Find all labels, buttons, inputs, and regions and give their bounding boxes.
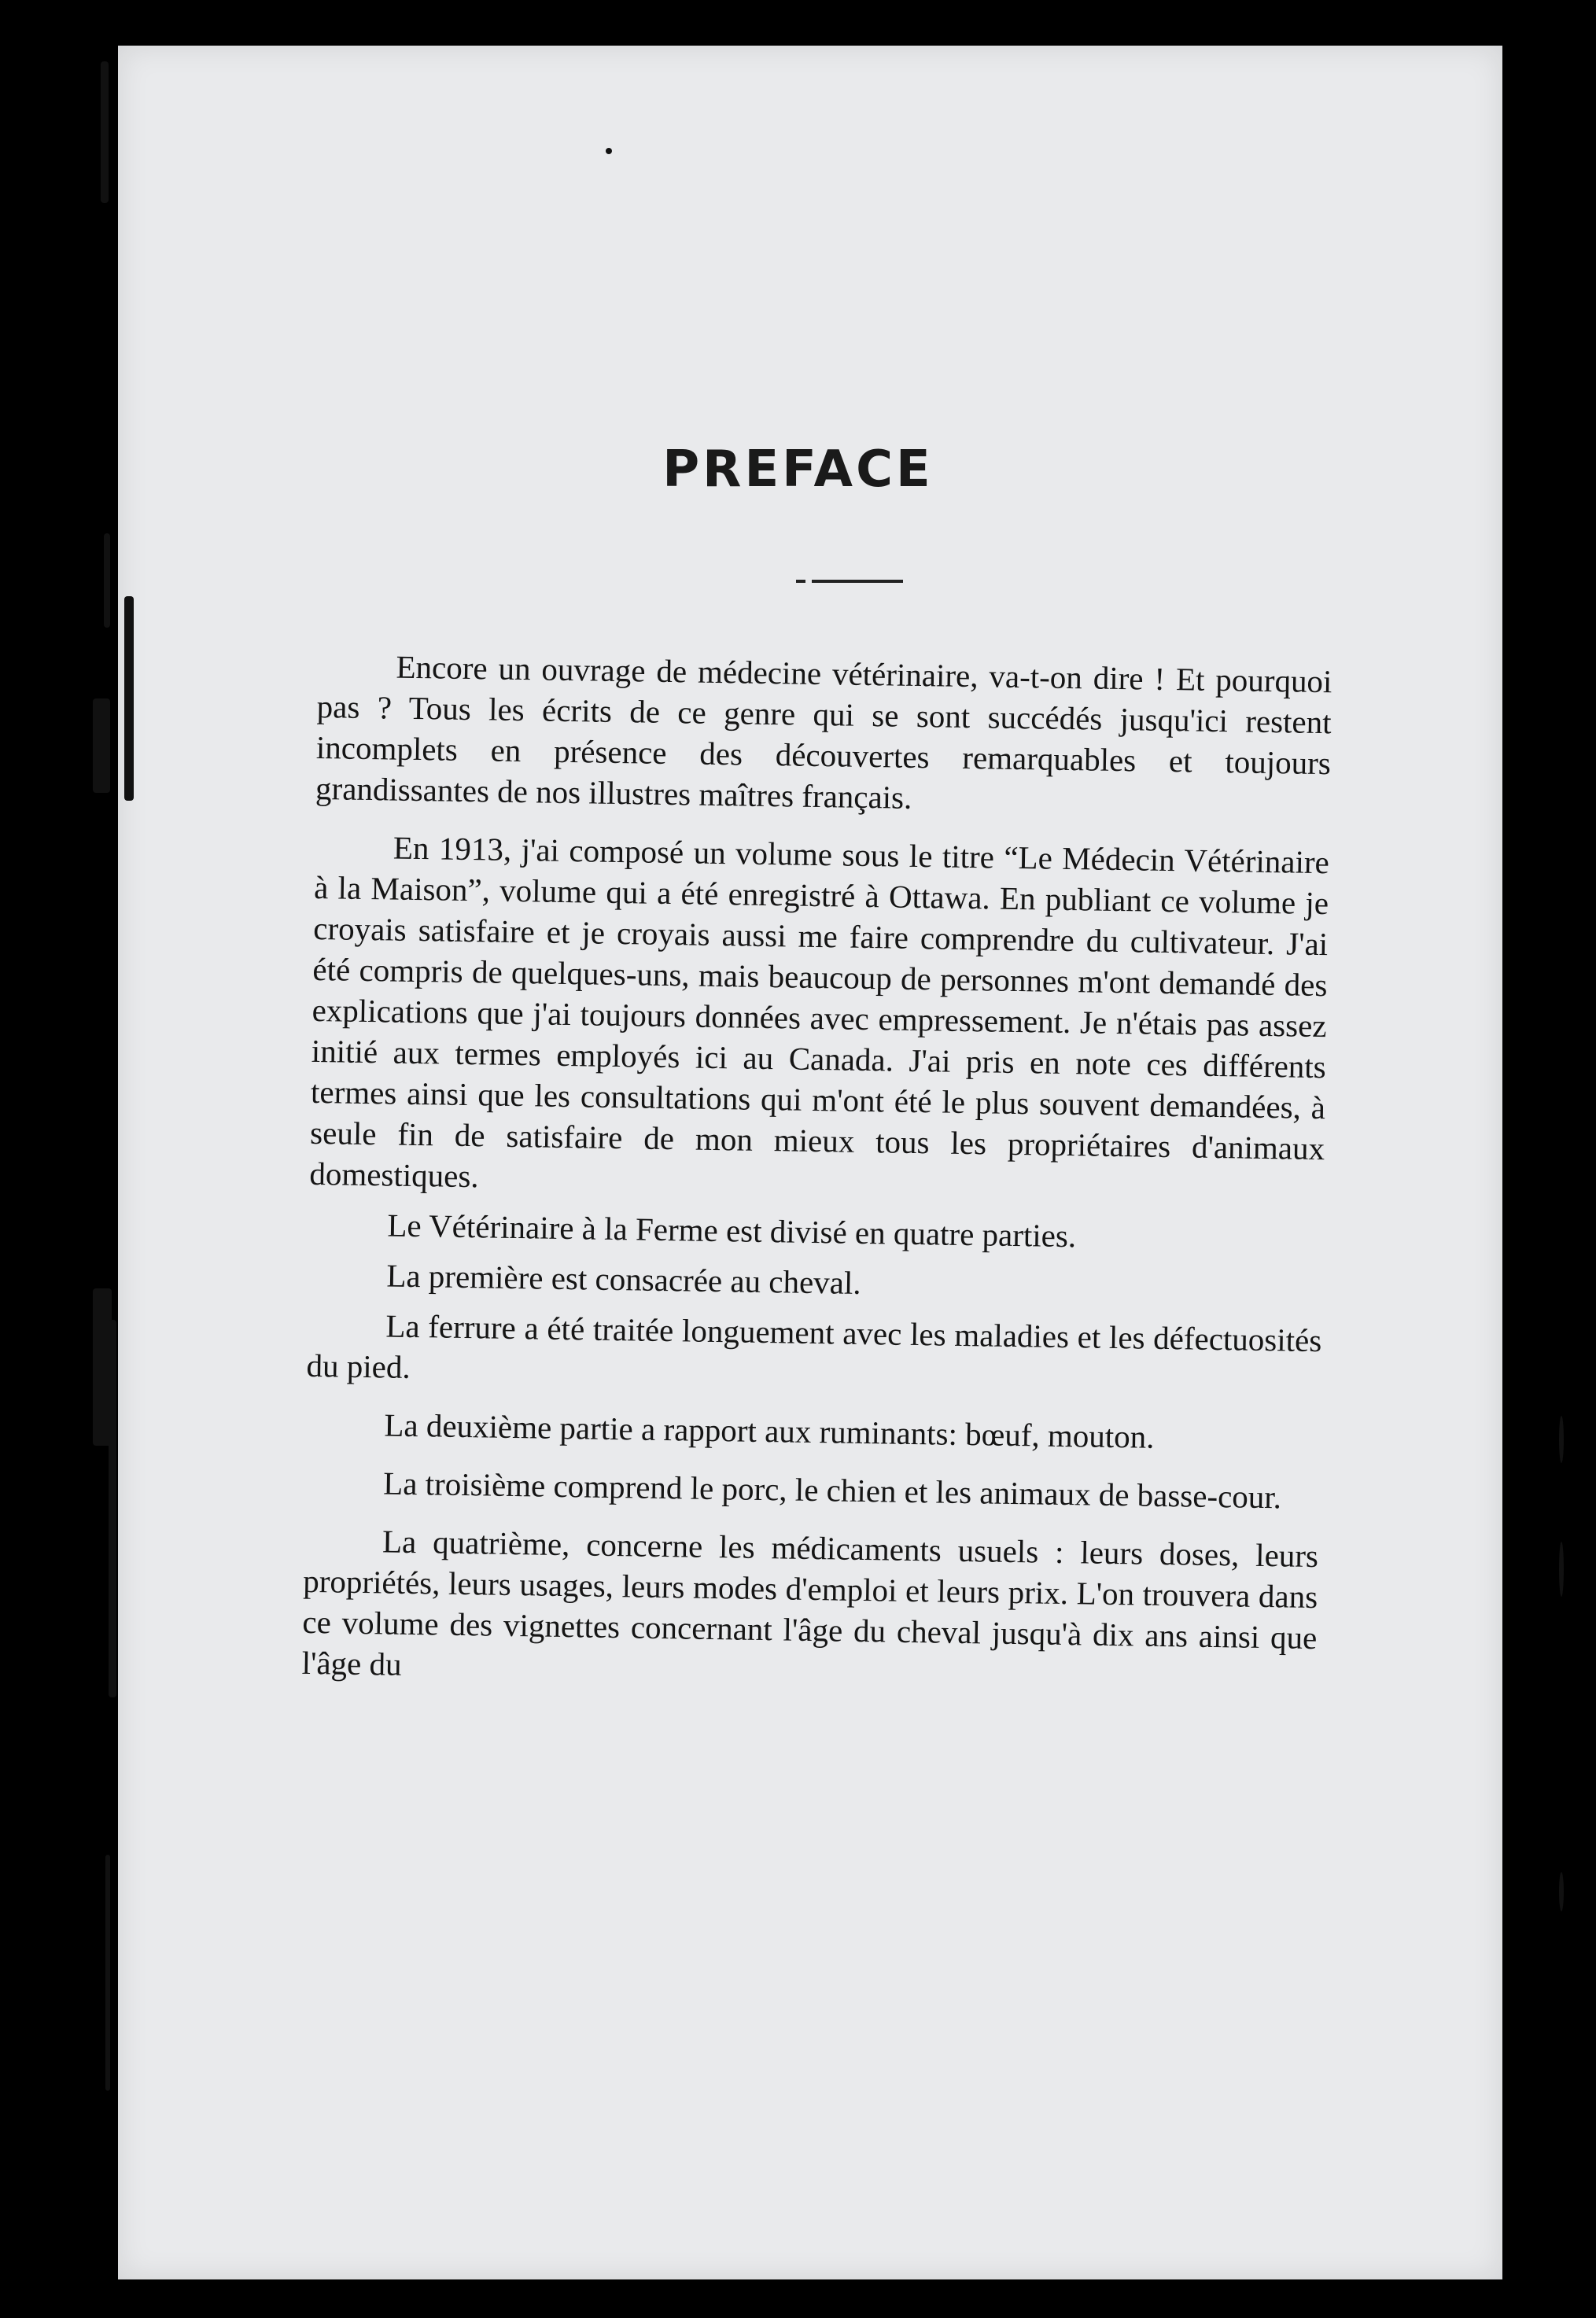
title-rule: [812, 580, 903, 583]
preface-body: [301, 645, 1332, 1699]
scan-speck: [1559, 1416, 1564, 1463]
paragraph: La deuxième partie a rapport aux ruminants: bœuf, mouton.: [384, 1406, 1155, 1455]
paragraph: La première est consacrée au cheval.: [386, 1257, 861, 1301]
paragraph: La quatrième, concerne les médicaments usuels : leurs doses, leurs propriétés, leurs usages, leurs modes d'emploi et leurs prix. L'on trouvera dans ce volume des vignettes concernant l'âge du cheval jusqu'à dix ans ainsi que l'âge du: [301, 1523, 1319, 1682]
scan-speck: [606, 148, 612, 154]
scan-speck: [1559, 1872, 1564, 1911]
paragraph: En 1913, j'ai composé un volume sous le titre “Le Médecin Vétérinaire à la Maison”, volume qui a été enregistré à Ottawa. En publiant ce volume je croyais satisfaire et je croyais aussi me faire comprendre du cultivateur. J'ai été compris de quelques-uns, mais beaucoup de personnes m'ont demandé des explications que j'ai toujours données avec empressement. Je n'étais pas assez initié aux termes employés ici au Canada. J'ai pris en note ces différents termes ainsi que les consultations qui m'ont été le plus souvent demandées, à seule fin de satisfaire de mon mieux tous les propriétaires d'animaux domestiques.: [309, 829, 1330, 1195]
paragraph: Le Vétérinaire à la Ferme est divisé en quatre parties.: [387, 1207, 1077, 1255]
page-title: PREFACE: [662, 440, 934, 499]
paragraph: La ferrure a été traitée longuement avec les maladies et les défectuosités du pied.: [306, 1307, 1322, 1385]
paragraph: La troisième comprend le porc, le chien et les animaux de basse-cour.: [382, 1465, 1282, 1516]
paragraph: Encore un ouvrage de médecine vétérinaire, va-t-on dire ! Et pourquoi pas ? Tous les écrits de ce genre qui se sont succédés jusqu'ici restent incomplets en présence des découvertes remarquables et toujours grandissantes de nos illustres maîtres français.: [315, 648, 1332, 816]
title-rule-dash: [796, 580, 805, 583]
scan-speck: [1559, 1542, 1564, 1597]
page-binding-edge: [93, 46, 132, 2279]
